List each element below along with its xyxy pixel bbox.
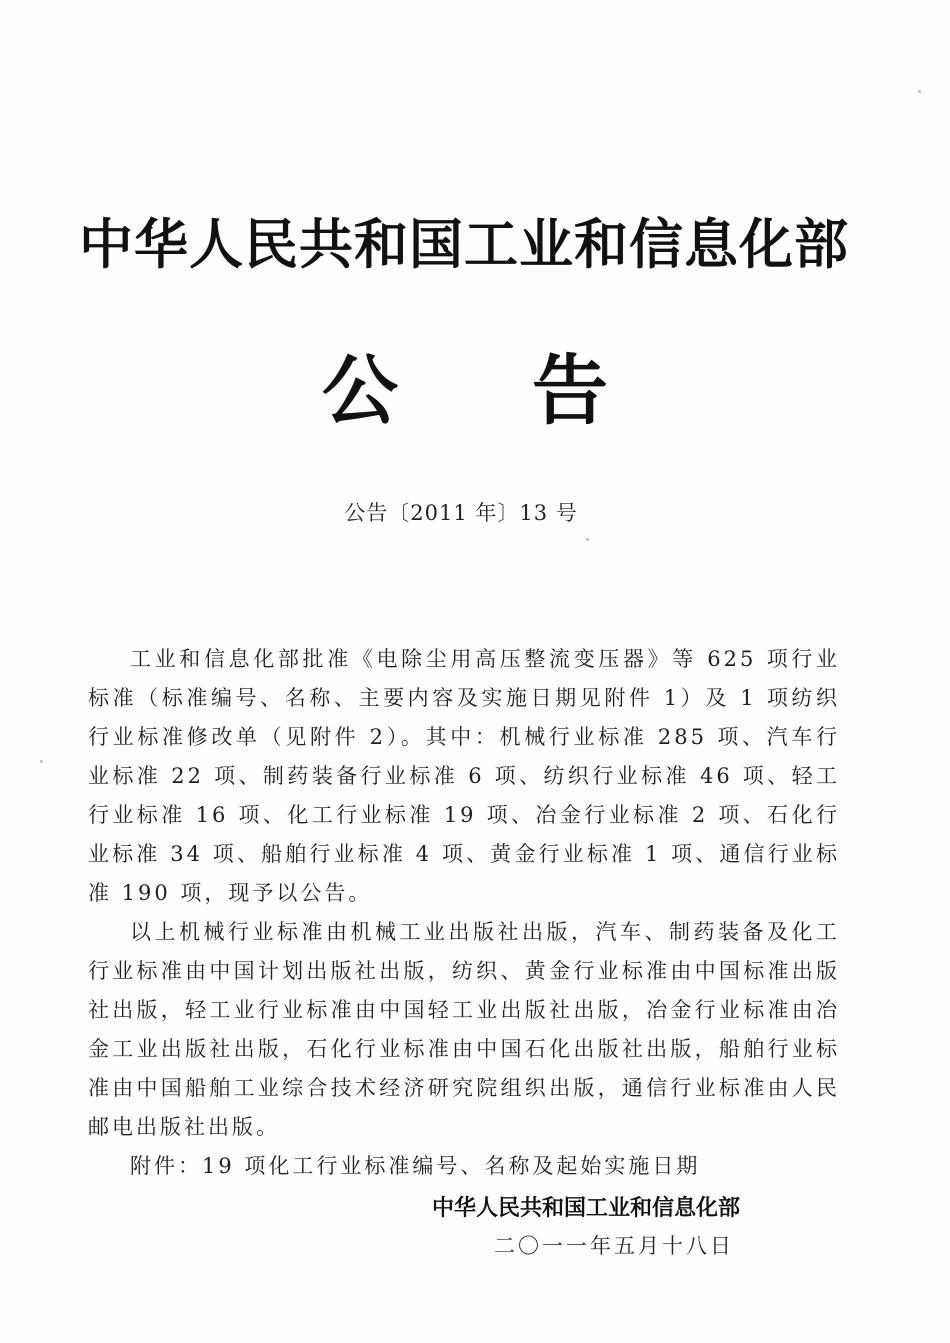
title-char-gong: 公: [322, 346, 398, 435]
signature-date: 二〇一一年五月十八日: [494, 1234, 734, 1258]
document-title: [322, 346, 612, 436]
body-paragraph-1: 工业和信息化部批准《电除尘用高压整流变压器》等 625 项行业标准（标准编号、名称、主要内容及实施日期见附件 1）及 1 项纺织行业标准修改单（见附件 2）。其中：机械行业标准 285 项、汽车行业标准 22 项、制药装备行业标准 6 项、纺织行业标准 46 项、轻工行业标准 16 项、化工行业标准 19 项、冶金行业标准 2 项、石化行业标准 34 项、船舶行业标准 4 项、黄金行业标准 1 项、通信行业标准 190 项，现予以公告。: [88, 647, 840, 905]
signature-organization: 中华人民共和国工业和信息化部: [432, 1196, 741, 1221]
scan-speck: [918, 90, 921, 93]
attachment-note: 附件：19 项化工行业标准编号、名称及起始实施日期: [130, 1154, 701, 1178]
scan-speck: [586, 538, 589, 541]
document-number: 公告〔2011 年〕13 号: [344, 501, 578, 525]
body-paragraph-2: 以上机械行业标准由机械工业出版社出版，汽车、制药装备及化工行业标准由中国计划出版社出版，纺织、黄金行业标准由中国标准出版社出版，轻工业行业标准由中国轻工业出版社出版，冶金行业标准由冶金工业出版社出版，石化行业标准由中国石化出版社出版，船舶行业标准由中国船舶工业综合技术经济研究院组织出版，通信行业标准由人民邮电出版社出版。: [88, 920, 840, 1139]
issuing-authority-header: 中华人民共和国工业和信息化部: [79, 213, 849, 276]
title-char-gao: 告: [532, 346, 608, 435]
scan-speck: [40, 760, 43, 763]
announcement-body: [88, 640, 840, 1186]
